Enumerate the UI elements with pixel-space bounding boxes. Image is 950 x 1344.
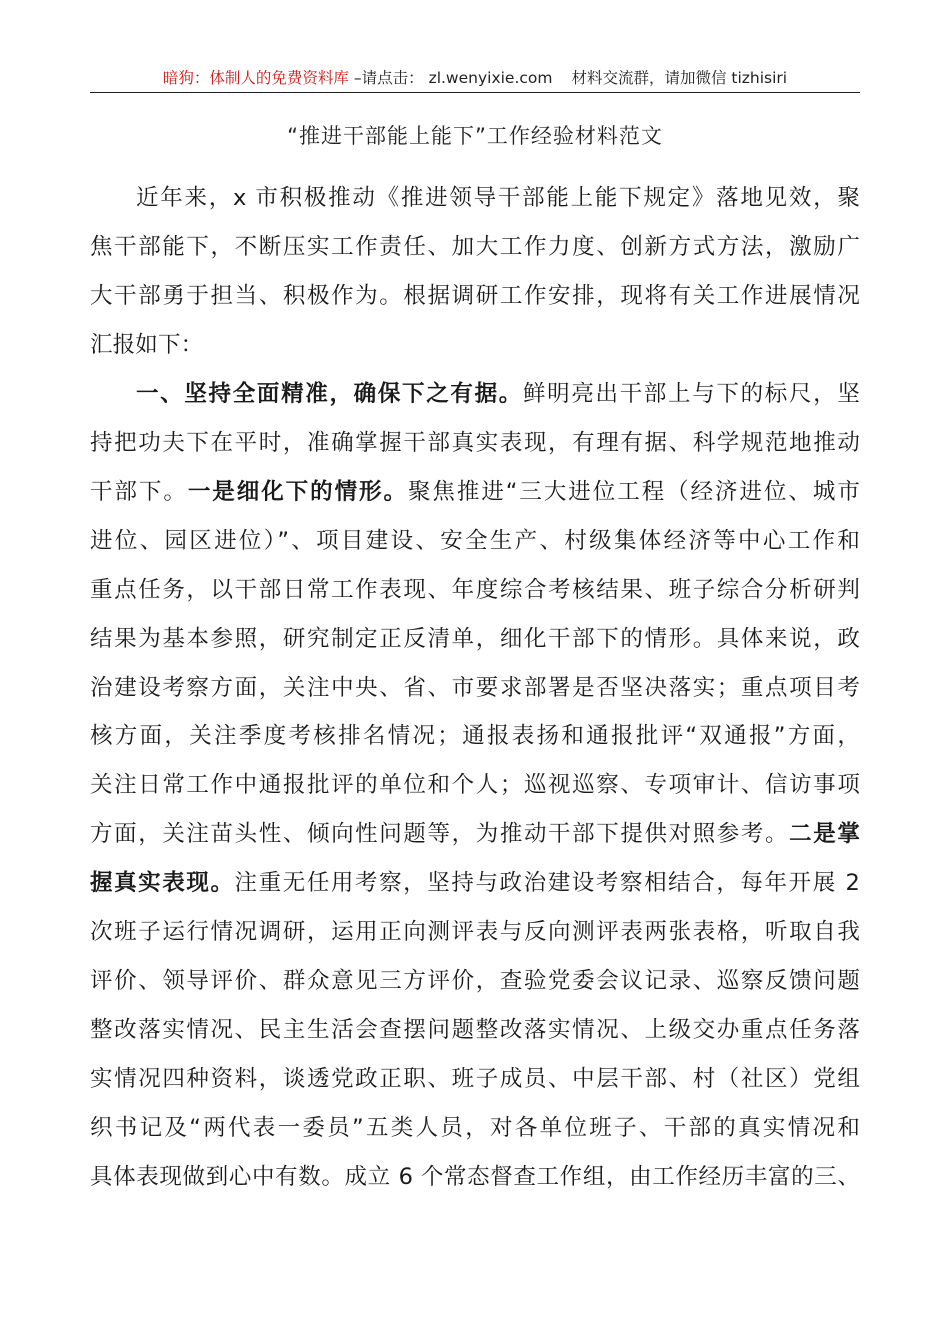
body-text: 干部下。 xyxy=(90,478,188,505)
text-line xyxy=(90,325,860,365)
body-text: 方面，关注苗头性、倾向性问题等，为推动干部下提供对照参考。 xyxy=(90,821,790,848)
body-text: 核方面，关注季度考核排名情况；通报表扬和通报批评“双通报”方面， xyxy=(90,723,860,750)
body-text: 织书记及“两代表一委员”五类人员，对各单位班子、干部的真实情况和 xyxy=(90,1115,860,1142)
body-text: 持把功夫下在平时，准确掌握干部真实表现，有理有据、科学规范地推动 xyxy=(90,429,860,456)
body-text: 重点任务，以干部日常工作表现、年度综合考核结果、班子综合分析研判 xyxy=(90,576,860,603)
text-line xyxy=(90,961,860,1001)
body-text: 结果为基本参照，研究制定正反清单，细化干部下的情形。具体来说，政 xyxy=(90,625,860,652)
bold-heading-text: 二是掌 xyxy=(789,821,860,848)
text-line xyxy=(90,570,860,610)
body-text: 注重无任用考察，坚持与政治建设考察相结合，每年开展 2 xyxy=(234,870,860,897)
text-line xyxy=(90,765,860,805)
text-line xyxy=(90,668,860,708)
body-text: 治建设考察方面，关注中央、省、市要求部署是否坚决落实；重点项目考 xyxy=(90,674,860,701)
body-text: 焦干部能下，不断压实工作责任、加大工作力度、创新方式方法，激励广 xyxy=(90,233,860,260)
text-line xyxy=(90,912,860,952)
body-text: 评价、领导评价、群众意见三方评价，查验党委会议记录、巡察反馈问题 xyxy=(90,968,860,995)
body-text: 次班子运行情况调研，运用正向测评表与反向测评表两张表格，听取自我 xyxy=(90,919,860,946)
body-text: 整改落实情况、民主生活会查摆问题整改落实情况、上级交办重点任务落 xyxy=(90,1017,860,1044)
text-line xyxy=(90,1108,860,1148)
text-line xyxy=(90,374,860,414)
text-line xyxy=(90,1157,860,1197)
text-line xyxy=(90,178,860,218)
header-prompt: –请点击： xyxy=(353,69,424,87)
header-contact: 材料交流群，请加微信 tizhisiri xyxy=(571,69,788,87)
header-brand: 暗狗：体制人的免费资料库 xyxy=(162,69,349,87)
text-line xyxy=(90,521,860,561)
text-line xyxy=(90,472,860,512)
body-text: 大干部勇于担当、积极作为。根据调研工作安排，现将有关工作进展情况 xyxy=(90,282,860,309)
body-text: 聚焦推进“三大进位工程（经济进位、城市 xyxy=(407,478,860,505)
body-text: 鲜明亮出干部上与下的标尺，坚 xyxy=(522,380,860,407)
text-line xyxy=(90,814,860,854)
text-line xyxy=(90,716,860,756)
text-line xyxy=(90,1059,860,1099)
bold-heading-text: 一、坚持全面精准，确保下之有据。 xyxy=(136,380,523,407)
text-line xyxy=(90,276,860,316)
page-header xyxy=(90,66,860,93)
body-text: 关注日常工作中通报批评的单位和个人；巡视巡察、专项审计、信访事项 xyxy=(90,772,860,799)
bold-heading-text: 握真实表现。 xyxy=(90,870,235,897)
text-line xyxy=(90,227,860,267)
text-line xyxy=(90,863,860,903)
text-line xyxy=(90,423,860,463)
text-line xyxy=(90,1010,860,1050)
text-line xyxy=(90,619,860,659)
body-text: 汇报如下： xyxy=(90,331,204,358)
body-text: 近年来，x 市积极推动《推进领导干部能上能下规定》落地见效，聚 xyxy=(136,185,860,211)
bold-heading-text: 一是细化下的情形。 xyxy=(187,478,408,505)
header-url-link[interactable]: zl.wenyixie.com xyxy=(428,69,553,87)
body-text: 实情况四种资料，谈透党政正职、班子成员、中层干部、村（社区）党组 xyxy=(90,1066,860,1093)
body-text: 进位、园区进位）”、项目建设、安全生产、村级集体经济等中心工作和 xyxy=(90,527,860,554)
document-title: “推进干部能上能下”工作经验材料范文 xyxy=(287,124,663,148)
body-text: 具体表现做到心中有数。成立 6 个常态督查工作组，由工作经历丰富的三、 xyxy=(90,1164,860,1190)
